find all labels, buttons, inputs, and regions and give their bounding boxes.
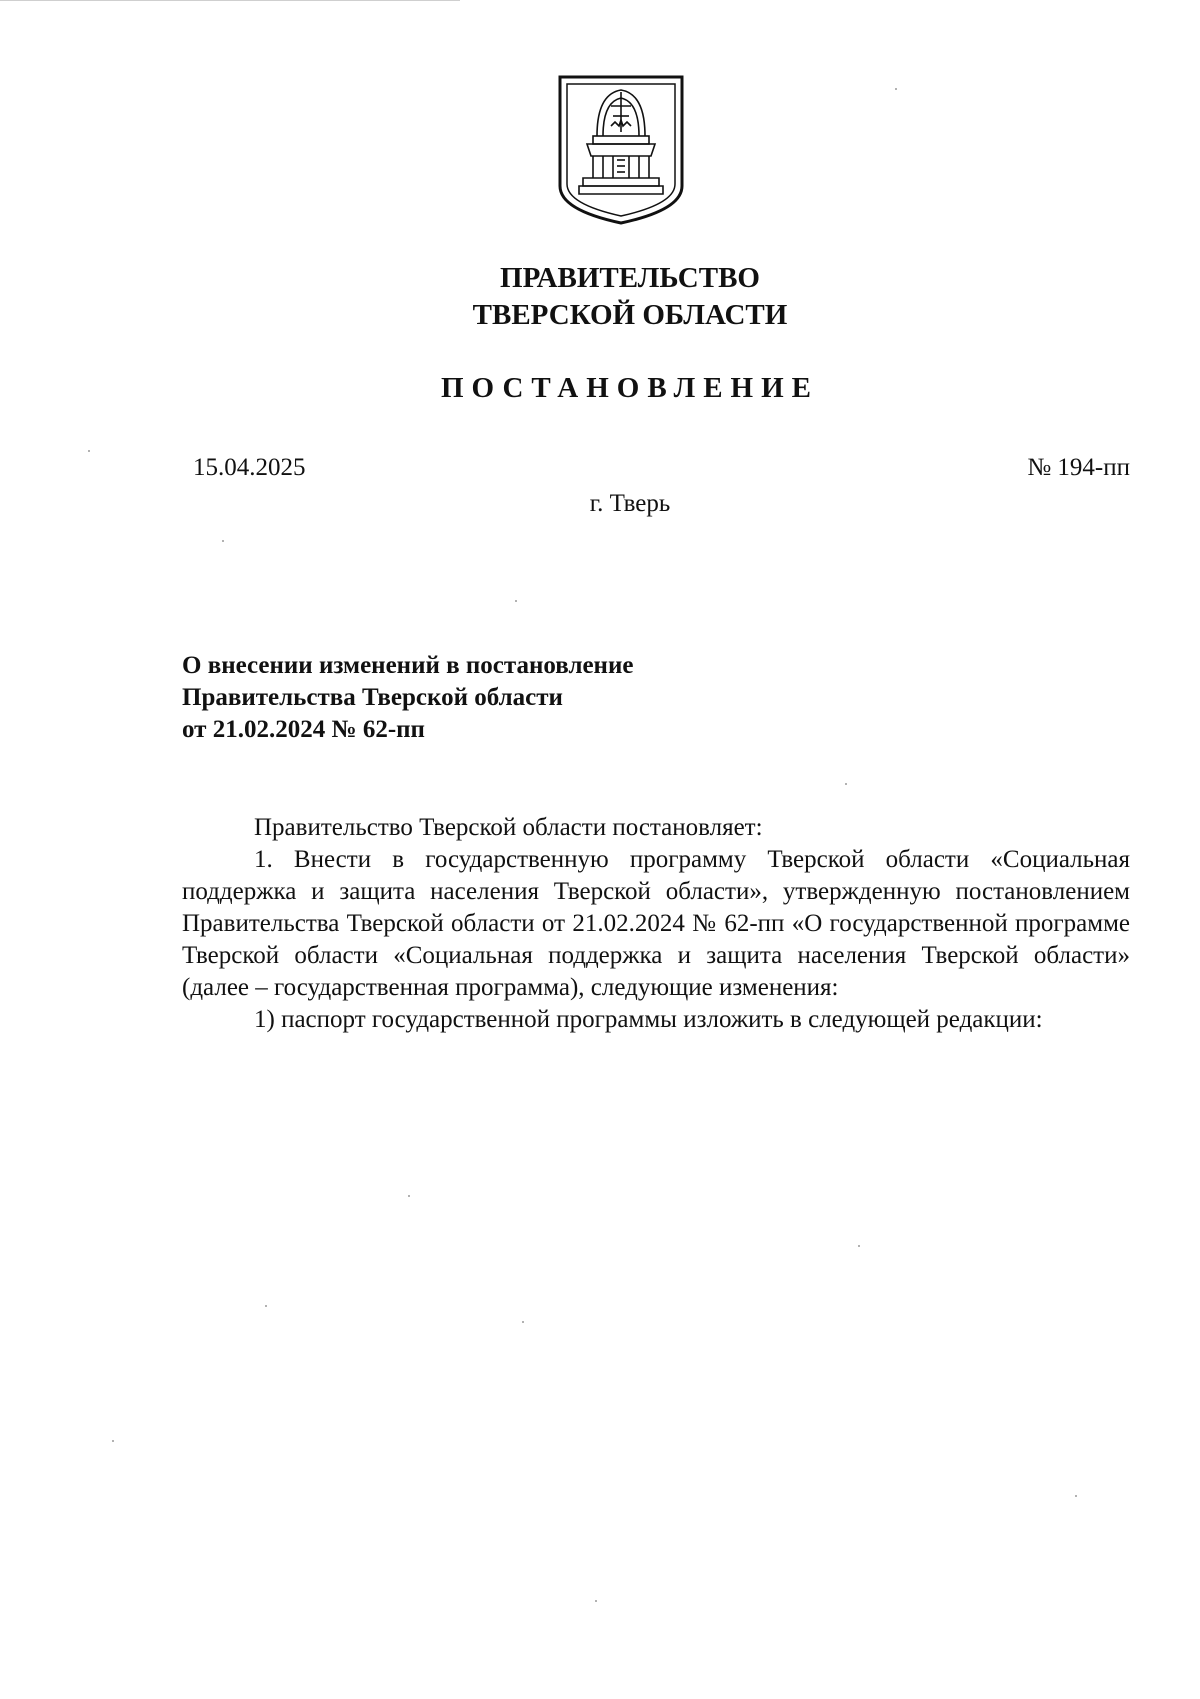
subject-line-1: О внесении изменений в постановление	[182, 652, 634, 679]
government-title-line-1: ПРАВИТЕЛЬСТВО	[500, 262, 760, 294]
scan-edge-line	[0, 0, 460, 1]
subject-line-2: Правительства Тверской области	[182, 684, 563, 711]
document-date: 15.04.2025	[193, 454, 306, 481]
document-subject	[182, 650, 633, 746]
document-number: № 194-пп	[1027, 454, 1130, 481]
document-city: г. Тверь	[589, 490, 671, 517]
tver-coat-of-arms-icon	[557, 74, 685, 226]
subject-line-3: от 21.02.2024 № 62-пп	[182, 716, 425, 743]
body-paragraph-item-1: 1. Внести в государственную программу Тверской области «Социальная поддержка и защита населения Тверской области», утвержденную постановлением Правительства Тверской области от 21.02.2024 № 62-пп «О государственной программе Тверской области «Социальная поддержка и защита населения Тверской области» (далее – государственная программа), следующие изменения:	[182, 846, 1130, 1001]
document-type-heading: ПОСТАНОВЛЕНИЕ	[440, 372, 819, 404]
document-body	[182, 812, 1130, 1036]
government-title-line-2: ТВЕРСКОЙ ОБЛАСТИ	[472, 299, 788, 331]
body-paragraph-intro: Правительство Тверской области постановляет:	[254, 814, 763, 841]
body-paragraph-subitem-1: 1) паспорт государственной программы изложить в следующей редакции:	[254, 1006, 1043, 1033]
